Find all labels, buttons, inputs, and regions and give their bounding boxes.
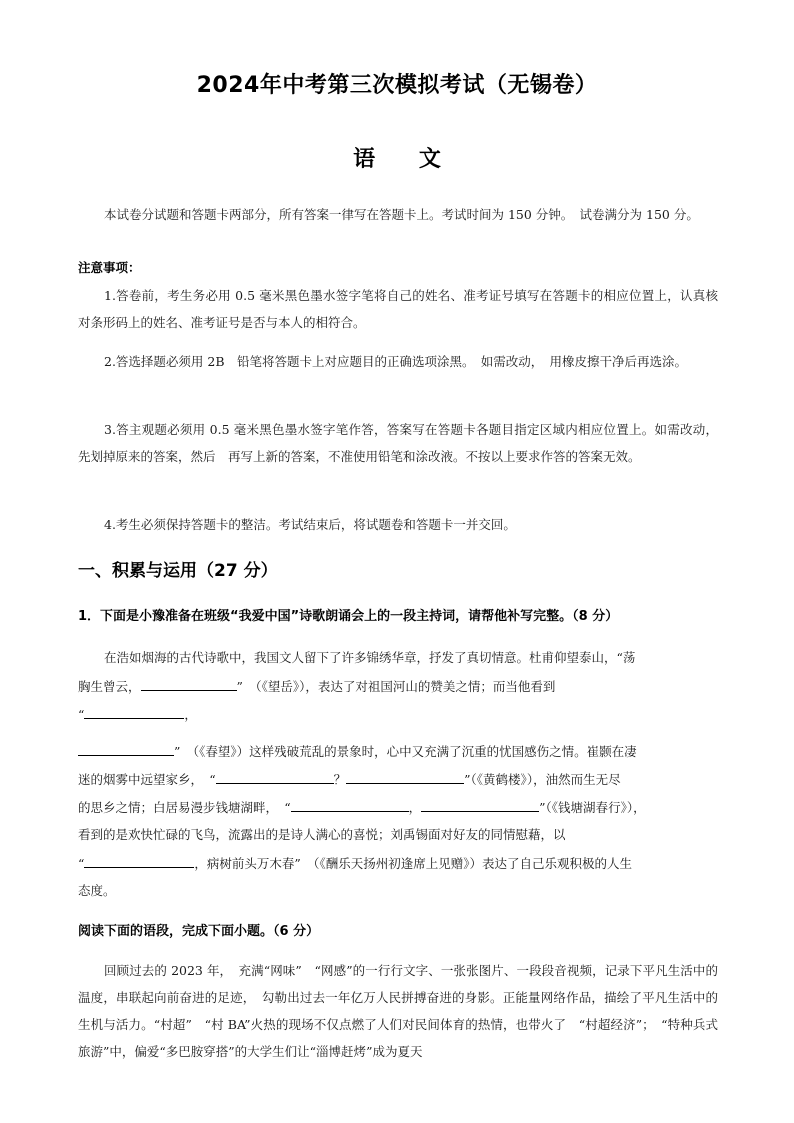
q1-line-3-text-a: “	[78, 707, 85, 722]
q1-line-6-text-a: 的思乡之情；白居易漫步钱塘湖畔， “	[78, 800, 291, 815]
q1-line-5-text-b: ？	[333, 772, 347, 787]
q1-line-5	[78, 769, 734, 788]
q1-line-5-text-a: 迷的烟雾中远望家乡， “	[78, 772, 216, 787]
subject-title: 语 文	[353, 147, 459, 172]
q1-line-7: 看到的是欢快忙碌的飞鸟，流露出的是诗人满心的喜悦；刘禹锡面对好友的同情慰藉，以	[78, 827, 566, 842]
section-heading: 一、积累与运用（27 分）	[78, 561, 278, 581]
q1-line-2-text-a: 胸生曾云，	[78, 679, 141, 694]
q1-line-1: 在浩如烟海的古代诗歌中，我国文人留下了许多锦绣华章，抒发了真切情意。杜甫仰望泰山，“荡	[104, 650, 636, 665]
notice-item-4: 4.考生必须保持答题卡的整洁。考试结束后，将试题卷和答题卡一并交回。	[104, 517, 516, 532]
answer-blank[interactable]	[141, 676, 237, 691]
q1-line-3	[78, 704, 734, 723]
q1-line-4-text-b: ” （《春望》）这样残破荒乱的景象时，心中又充满了沉重的忧国感伤之情。崔颢在凄	[174, 744, 637, 759]
answer-blank[interactable]	[78, 741, 174, 756]
q1-line-6-text-b: ，	[408, 800, 422, 815]
answer-blank[interactable]	[346, 769, 464, 784]
q1-line-9: 态度。	[78, 883, 116, 898]
reading-heading: 阅读下面的语段，完成下面小题。（6 分）	[78, 924, 320, 939]
notice-item-1: 1.答卷前，考生务必用 0.5 毫米黑色墨水签字笔将自己的姓名、准考证号填写在答题卡的相应位置上，认真核对条形码上的姓名、准考证号是否与本人的相符合。	[78, 288, 718, 330]
q1-line-6	[78, 797, 734, 816]
q1-line-3-text-b: ，	[184, 707, 197, 722]
answer-blank[interactable]	[216, 769, 334, 784]
q1-line-2-text-b: ” （《望岳》），表达了对祖国河山的赞美之情；而当他看到	[236, 679, 556, 694]
answer-blank[interactable]	[421, 797, 539, 812]
answer-blank[interactable]	[84, 704, 184, 719]
q1-line-6-text-c: ”（《钱塘湖春行》），	[539, 800, 646, 815]
notice-heading: 注意事项：	[78, 260, 141, 275]
notice-item-3: 3.答主观题必须用 0.5 毫米黑色墨水签字笔作答，答案写在答题卡各题目指定区域内相应位置上。如需改动，先划掉原来的答案，然后 再写上新的答案，不准使用铅笔和涂改液。不按以上要求作答的答案无效。	[78, 422, 718, 464]
intro-paragraph: 本试卷分试题和答题卡两部分，所有答案一律写在答题卡上。考试时间为 150 分钟。 试卷满分为 150 分。	[104, 207, 699, 222]
exam-title: 2024年中考第三次模拟考试（无锡卷）	[196, 73, 598, 98]
q1-line-8-text-b: ，病树前头万木春” （《酬乐天扬州初逢席上见赠》）表达了自己乐观积极的人生	[194, 856, 633, 871]
q1-line-2	[78, 676, 734, 695]
q1-line-4	[78, 741, 734, 760]
notice-item-2: 2.答选择题必须用 2B 铅笔将答题卡上对应题目的正确选项涂黑。 如需改动， 用橡皮擦干净后再选涂。	[104, 354, 688, 369]
q1-line-8-text-a: “	[78, 856, 85, 871]
reading-paragraph: 回顾过去的 2023 年， 充满“网味” “网感”的一行行文字、一张张图片、一段段音视频，记录下平凡生活中的温度，串联起向前奋进的足迹， 勾勒出过去一年亿万人民拼搏奋进的身影。正能量网络作品，描绘了平凡生活中的生机与活力。“村超” “村 BA”火热的现场不仅点燃了人们对民间体育的热情，也带火了 “村超经济”； “特种兵式旅游”中，偏爱“多巴胺穿搭”的大学生们让“淄博赶烤”成为夏天	[78, 963, 718, 1059]
answer-blank[interactable]	[84, 853, 194, 868]
answer-blank[interactable]	[291, 797, 409, 812]
q1-line-5-text-c: ”（《黄鹤楼》），油然而生无尽	[464, 772, 621, 787]
question-1-heading: 1．下面是小豫准备在班级“我爱中国”诗歌朗诵会上的一段主持词，请帮他补写完整。（8 分）	[78, 609, 619, 624]
q1-line-8	[78, 853, 734, 872]
